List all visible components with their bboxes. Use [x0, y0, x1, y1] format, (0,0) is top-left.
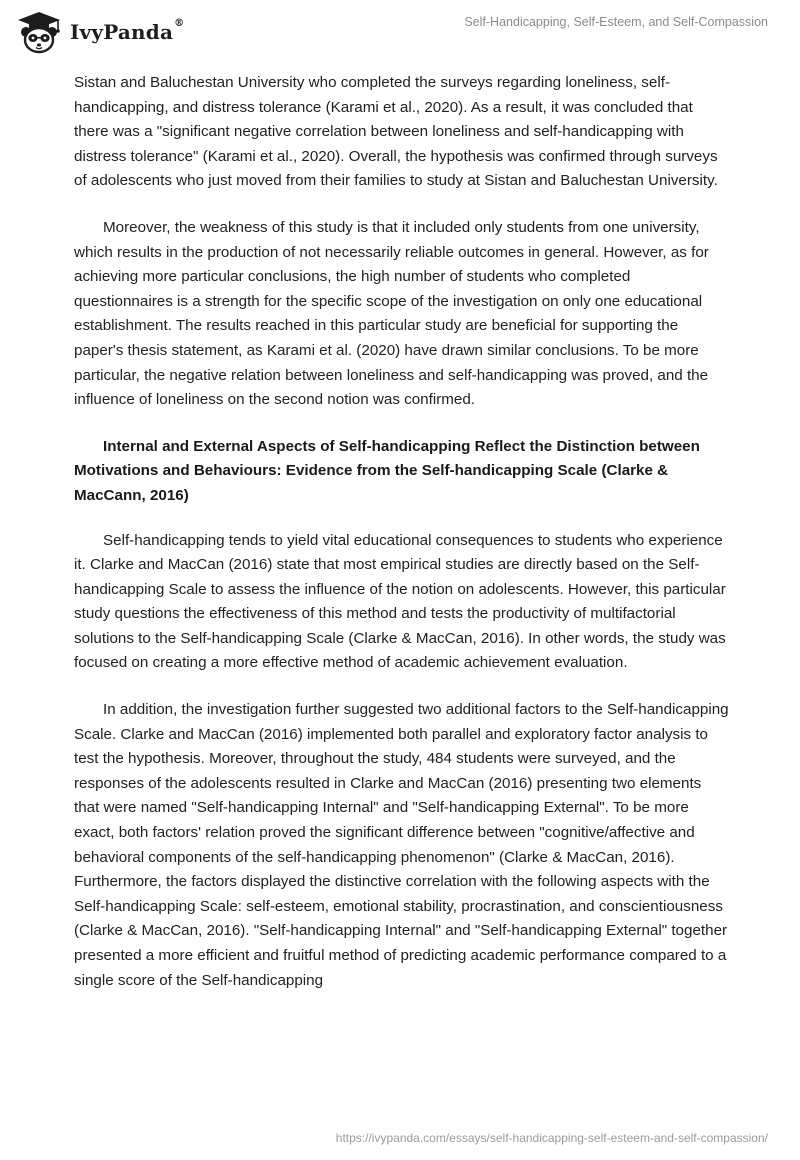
- document-title: Self-Handicapping, Self-Esteem, and Self-Compassion: [464, 15, 768, 29]
- page-header: [0, 0, 800, 64]
- paragraph: In addition, the investigation further suggested two additional factors to the Self-handicapping Scale. Clarke and MacCan (2016) implemented both parallel and exploratory factor analysis to test the hypothesis. Moreover, throughout the study, 484 students were surveyed, and the responses of the adolescents resulted in Clarke and MacCan (2016) presenting two elements that were named "Self-handicapping Internal" and "Self-handicapping External". To be more exact, both factors' relation proved the significant difference between "cognitive/affective and behavioral components of the self-handicapping phenomenon" (Clarke & MacCan, 2016). Furthermore, the factors displayed the distinctive correlation with the following aspects with the Self-handicapping Scale: self-esteem, emotional stability, procrastination, and conscientiousness (Clarke & MacCan, 2016). "Self-handicapping Internal" and "Self-handicapping External" together presented a more efficient and fruitful method of predicting academic performance compared to a single score of the Self-handicapping: [74, 701, 729, 989]
- essay-body: [74, 71, 730, 1015]
- source-url[interactable]: https://ivypanda.com/essays/self-handicapping-self-esteem-and-self-compassion/: [335, 1131, 768, 1145]
- section-heading: Internal and External Aspects of Self-handicapping Reflect the Distinction between Motivations and Behaviours: Evidence from the Self-handicapping Scale (Clarke & MacCann, 2016): [74, 437, 700, 504]
- paragraph: Self-handicapping tends to yield vital educational consequences to students who experience it. Clarke and MacCan (2016) state that most empirical studies are directly based on the Self-handicapping Scale to assess the influence of the notion on adolescents. However, this particular study questions the effectiveness of this method and tests the productivity of multifactorial solutions to the Self-handicapping Scale (Clarke & MacCan, 2016). In other words, the study was focused on creating a more effective method of academic achievement evaluation.: [74, 531, 726, 672]
- paragraph: Moreover, the weakness of this study is that it included only students from one university, which results in the production of not necessarily reliable outcomes in general. However, as for achieving more particular conclusions, the high number of students who completed questionnaires is a strength for the specific scope of the investigation on only one educational establishment. The results reached in this particular study are beneficial for supporting the paper's thesis statement, as Karami et al. (2020) have drawn similar conclusions. To be more particular, the negative relation between loneliness and self-handicapping was proved, and the influence of loneliness on the second notion was confirmed.: [74, 218, 709, 409]
- paragraph: Sistan and Baluchestan University who completed the surveys regarding loneliness, self-handicapping, and distress tolerance (Karami et al., 2020). As a result, it was concluded that there was a "significant negative correlation between loneliness and self-handicapping with distress tolerance" (Karami et al., 2020). Overall, the hypothesis was confirmed through surveys of adolescents who just moved from their families to study at Sistan and Baluchestan University.: [74, 74, 718, 190]
- registered-mark: ®: [174, 18, 185, 29]
- brand-name: IvyPanda®: [70, 18, 185, 44]
- ivypanda-logo[interactable]: [14, 8, 184, 56]
- panda-graduate-icon: [14, 10, 64, 54]
